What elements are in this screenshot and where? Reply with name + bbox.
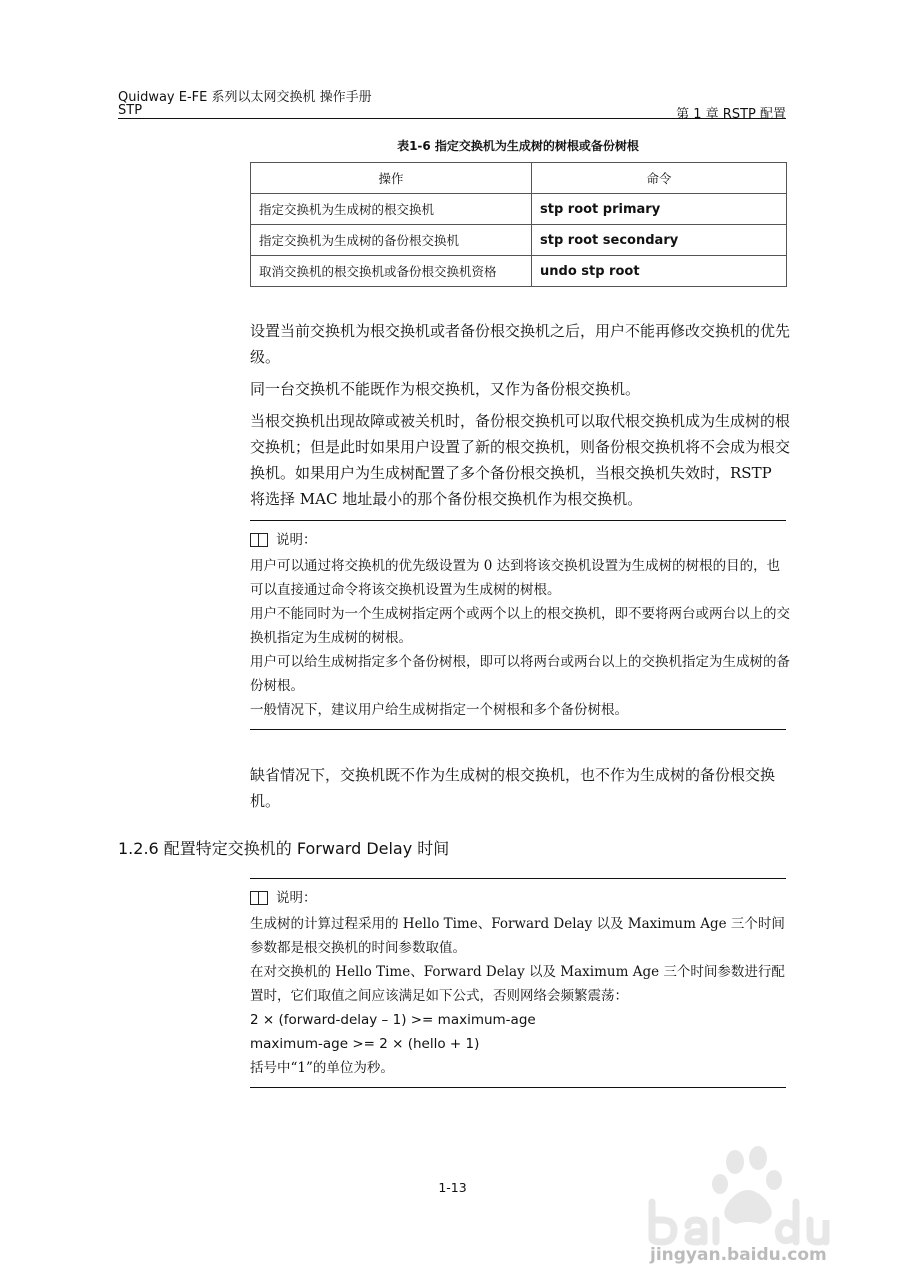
- table-caption: 表1-6 指定交换机为生成树的树根或备份树根: [397, 139, 639, 153]
- note-line: 一般情况下，建议用户给生成树指定一个树根和多个备份树根。: [250, 702, 628, 718]
- row-command: stp root secondary: [532, 225, 787, 256]
- paragraph: 当根交换机出现故障或被关机时，备份根交换机可以取代根交换机成为生成树的根交换机；但是此时如果用户设置了新的根交换机，则备份根交换机将不会成为根交换机。如果用户为生成树配置了多个备份根交换机，当根交换机失效时，RSTP 将选择 MAC 地址最小的那个备份根交换机作为根交换机。: [250, 412, 791, 508]
- section-heading: 1.2.6 配置特定交换机的 Forward Delay 时间: [118, 839, 450, 858]
- formula-line: 2 × (forward-delay – 1) >= maximum-age: [250, 1012, 536, 1028]
- note-title: [250, 528, 790, 552]
- note-bottom-rule: [250, 1087, 786, 1088]
- row-command: undo stp root: [532, 256, 787, 287]
- table-header-row: [251, 163, 787, 194]
- note-title-text: 说明：: [276, 890, 317, 906]
- body-paragraph-default: [250, 762, 790, 814]
- column-header-operation: 操作: [251, 163, 532, 194]
- watermark-text: jingyan.baidu.com: [650, 1245, 827, 1265]
- header-rule: [118, 118, 786, 119]
- header-product: Quidway E-FE 系列以太网交换机 操作手册: [118, 90, 372, 105]
- paragraph: 同一台交换机不能既作为根交换机，又作为备份根交换机。: [250, 380, 641, 398]
- row-command: stp root primary: [532, 194, 787, 225]
- header-section: STP: [118, 103, 143, 118]
- page-number: 1-13: [438, 1180, 467, 1195]
- note-line: 用户不能同时为一个生成树指定两个或两个以上的根交换机，即不要将两台或两台以上的交换机指定为生成树的树根。: [250, 606, 790, 646]
- header-chapter: 第 1 章 RSTP 配置: [676, 107, 786, 122]
- note-line: 用户可以给生成树指定多个备份树根，即可以将两台或两台以上的交换机指定为生成树的备份树根。: [250, 654, 790, 694]
- note-title-text: 说明：: [276, 532, 317, 548]
- paragraph: 设置当前交换机为根交换机或者备份根交换机之后，用户不能再修改交换机的优先级。: [250, 322, 791, 366]
- note-line: 括号中“1”的单位为秒。: [250, 1060, 394, 1076]
- note-line: 用户可以通过将交换机的优先级设置为 0 达到将该交换机设置为生成树的树根的目的，也可以直接通过命令将该交换机设置为生成树的树根。: [250, 558, 781, 598]
- command-table: [250, 162, 787, 287]
- note-top-rule: [250, 520, 786, 521]
- body-paragraphs: [250, 318, 790, 512]
- row-operation: 指定交换机为生成树的根交换机: [251, 194, 532, 225]
- book-icon: [250, 891, 268, 905]
- column-header-command: 命令: [532, 163, 787, 194]
- note-title: [250, 886, 790, 910]
- table-row: [251, 225, 787, 256]
- note-bottom-rule: [250, 729, 786, 730]
- row-operation: 取消交换机的根交换机或备份根交换机资格: [251, 256, 532, 287]
- note-top-rule: [250, 878, 786, 879]
- note-box: [250, 886, 790, 1080]
- note-line: 生成树的计算过程采用的 Hello Time、Forward Delay 以及 Maximum Age 三个时间参数都是根交换机的时间参数取值。: [250, 916, 785, 956]
- paragraph: 缺省情况下，交换机既不作为生成树的根交换机，也不作为生成树的备份根交换机。: [250, 766, 776, 810]
- note-line: 在对交换机的 Hello Time、Forward Delay 以及 Maximum Age 三个时间参数进行配置时，它们取值之间应该满足如下公式，否则网络会频繁震荡：: [250, 964, 785, 1004]
- note-box: [250, 528, 790, 722]
- table-row: [251, 256, 787, 287]
- row-operation: 指定交换机为生成树的备份根交换机: [251, 225, 532, 256]
- table-row: [251, 194, 787, 225]
- formula-line: maximum-age >= 2 × (hello + 1): [250, 1036, 480, 1052]
- book-icon: [250, 533, 268, 547]
